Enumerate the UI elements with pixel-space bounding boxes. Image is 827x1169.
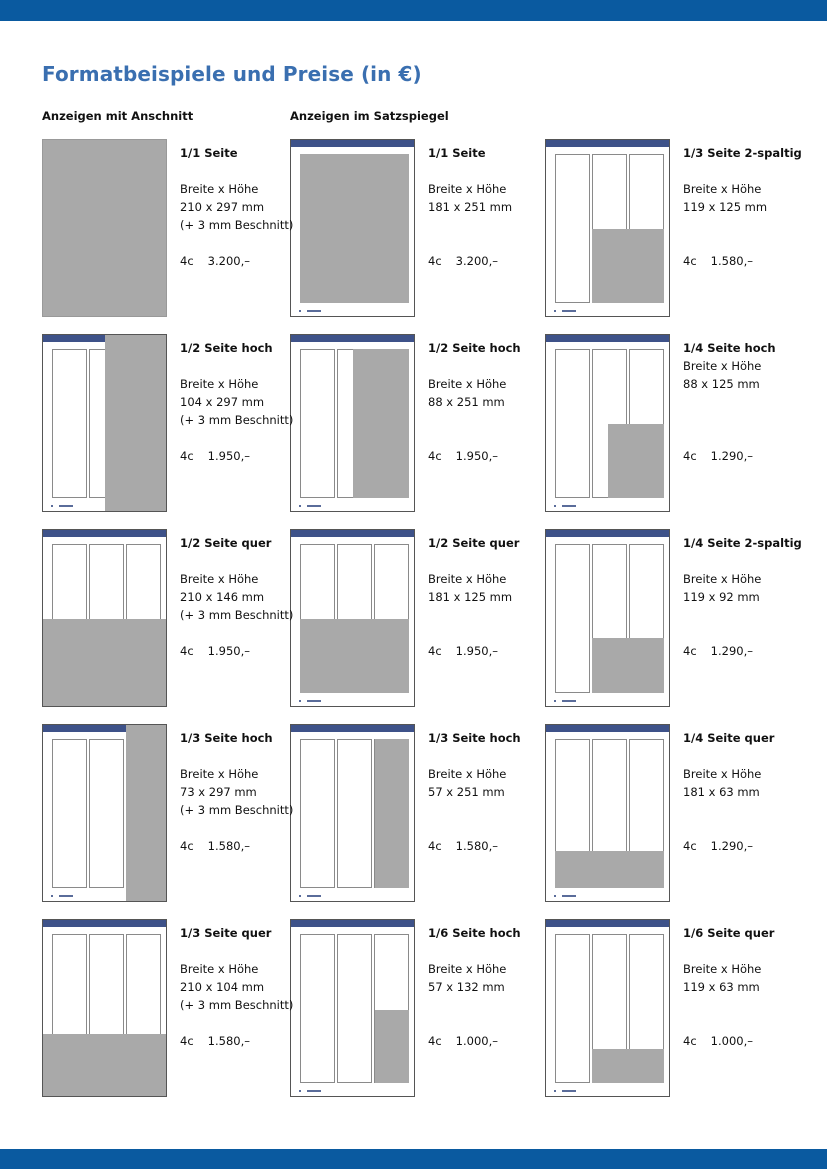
thumb-1-3-hoch-type-area: [290, 724, 415, 902]
ad-area: [300, 619, 409, 693]
page-header-strip: [291, 920, 414, 927]
ad-area: [375, 1010, 409, 1083]
thumb-1-2-hoch-bleed: [42, 334, 167, 512]
format-info: 1/3 Seite 2-spaltig Breite x Höhe 119 x 125 mm 4c 1.580,–: [683, 146, 802, 268]
page-header-strip: [291, 335, 414, 342]
thumb-1-3-2col: [545, 139, 670, 317]
format-info: 1/6 Seite quer Breite x Höhe 119 x 63 mm 4c 1.000,–: [683, 926, 775, 1048]
thumb-1-2-hoch-type-area: [290, 334, 415, 512]
page-footer-mark: [299, 895, 321, 897]
thumb-1-6-quer: [545, 919, 670, 1097]
thumb-1-2-quer-bleed: [42, 529, 167, 707]
ad-area: [126, 725, 166, 901]
ad-area: [555, 851, 664, 888]
page-footer-mark: [554, 1090, 576, 1092]
page-header-strip: [291, 725, 414, 732]
thumb-1-2-quer-type-area: [290, 529, 415, 707]
thumb-1-4-quer: [545, 724, 670, 902]
page-footer-mark: [299, 1090, 321, 1092]
heading-type-area-ads: Anzeigen im Satzspiegel: [290, 109, 449, 123]
thumb-1-4-2col: [545, 529, 670, 707]
format-info: 1/4 Seite quer Breite x Höhe 181 x 63 mm 4c 1.290,–: [683, 731, 775, 853]
page-header-strip: [546, 725, 669, 732]
ad-area: [375, 739, 409, 888]
page-footer-mark: [51, 505, 73, 507]
page-header-strip: [546, 335, 669, 342]
page-footer-mark: [51, 895, 73, 897]
ad-area: [592, 1049, 664, 1083]
page-footer-mark: [299, 310, 321, 312]
page-footer-mark: [299, 700, 321, 702]
page-header-strip: [546, 140, 669, 147]
page-footer-mark: [554, 700, 576, 702]
format-info: 1/2 Seite quer Breite x Höhe 210 x 146 mm (+ 3 mm Beschnitt) 4c 1.950,–: [180, 536, 294, 658]
format-info: 1/4 Seite 2-spaltig Breite x Höhe 119 x 92 mm 4c 1.290,–: [683, 536, 802, 658]
format-info: 1/3 Seite hoch Breite x Höhe 57 x 251 mm 4c 1.580,–: [428, 731, 521, 853]
format-info: 1/3 Seite quer Breite x Höhe 210 x 104 mm (+ 3 mm Beschnitt) 4c 1.580,–: [180, 926, 294, 1048]
format-info: 1/4 Seite hoch Breite x Höhe 88 x 125 mm 4c 1.290,–: [683, 341, 776, 463]
page-footer-mark: [299, 505, 321, 507]
page-header-strip: [546, 530, 669, 537]
heading-bleed-ads: Anzeigen mit Anschnitt: [42, 109, 194, 123]
bottom-brand-bar: [0, 1149, 827, 1169]
page-header-strip: [291, 530, 414, 537]
thumb-1-1-type-area: [290, 139, 415, 317]
ad-area: [353, 349, 409, 498]
ad-area: [592, 638, 664, 693]
ad-area: [43, 1034, 166, 1096]
page-header-strip: [546, 920, 669, 927]
ad-area: [300, 154, 409, 303]
format-info: 1/1 Seite Breite x Höhe 210 x 297 mm (+ 3 mm Beschnitt) 4c 3.200,–: [180, 146, 294, 268]
page-footer-mark: [554, 310, 576, 312]
ad-area: [105, 335, 166, 511]
page-title: Formatbeispiele und Preise (in €): [42, 62, 422, 86]
thumb-1-6-hoch: [290, 919, 415, 1097]
page-footer-mark: [554, 895, 576, 897]
ad-area: [43, 619, 166, 706]
thumb-1-3-hoch-bleed: [42, 724, 167, 902]
page-header-strip: [43, 530, 166, 537]
thumb-1-1-bleed: [42, 139, 167, 317]
page-header-strip: [43, 920, 166, 927]
ad-area: [43, 140, 166, 316]
format-info: 1/2 Seite quer Breite x Höhe 181 x 125 mm 4c 1.950,–: [428, 536, 520, 658]
thumb-1-4-hoch: [545, 334, 670, 512]
ad-area: [592, 229, 664, 303]
format-info: 1/1 Seite Breite x Höhe 181 x 251 mm 4c 3.200,–: [428, 146, 513, 268]
top-brand-bar: [0, 0, 827, 21]
format-info: 1/3 Seite hoch Breite x Höhe 73 x 297 mm (+ 3 mm Beschnitt) 4c 1.580,–: [180, 731, 294, 853]
format-info: 1/2 Seite hoch Breite x Höhe 88 x 251 mm 4c 1.950,–: [428, 341, 521, 463]
page-footer-mark: [554, 505, 576, 507]
format-info: 1/2 Seite hoch Breite x Höhe 104 x 297 mm (+ 3 mm Beschnitt) 4c 1.950,–: [180, 341, 294, 463]
format-info: 1/6 Seite hoch Breite x Höhe 57 x 132 mm 4c 1.000,–: [428, 926, 521, 1048]
thumb-1-3-quer-bleed: [42, 919, 167, 1097]
ad-area: [608, 424, 664, 498]
page-header-strip: [291, 140, 414, 147]
